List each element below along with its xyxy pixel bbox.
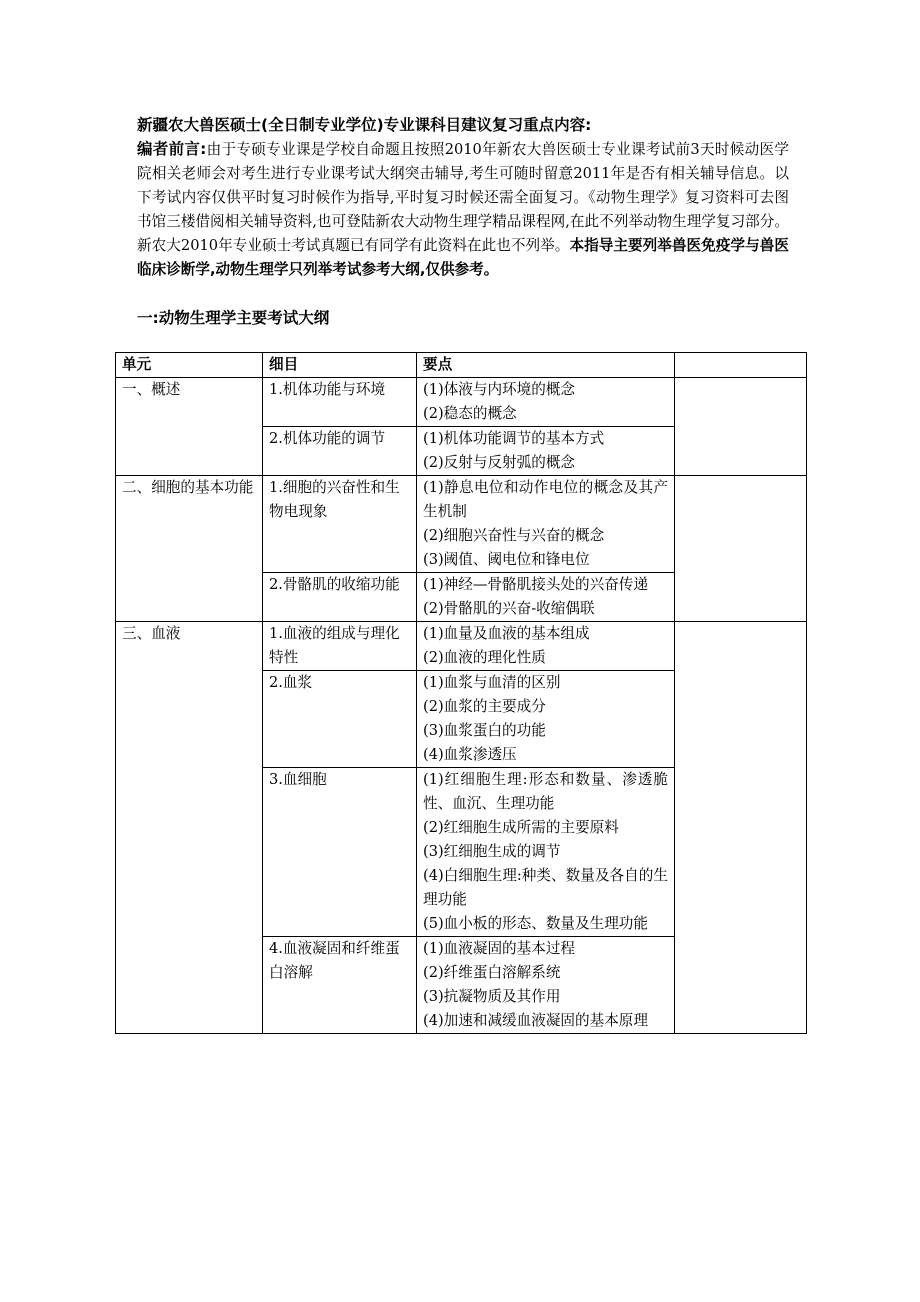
item-cell: 2.血浆 [263,671,417,768]
point-text: (2)细胞兴奋性与兴奋的概念 [423,527,605,544]
point-text: (1)静息电位和动作电位的概念及其产生机制 [423,479,668,520]
header-points: 要点 [417,353,675,378]
syllabus-table [115,352,807,1034]
unit-cell: 二、细胞的基本功能 [116,476,263,622]
intro-label: 编者前言 [137,140,201,158]
section-heading: 一:动物生理学主要考试大纲 [137,309,330,327]
points-cell [417,378,675,427]
unit-cell: 三、血液 [116,622,263,1034]
point-text: (1)神经—骨骼肌接头处的兴奋传递 [423,576,648,593]
header-extra [675,353,807,378]
point-text: (2)纤维蛋白溶解系统 [423,964,561,981]
point-text: (4)加速和减缓血液凝固的基本原理 [423,1012,648,1029]
points-cell [417,768,675,937]
intro-label-colon: : [200,140,207,158]
points-cell [417,622,675,671]
point-text: (2)骨骼肌的兴奋-收缩偶联 [423,600,595,617]
item-cell: 1.机体功能与环境 [263,378,417,427]
table-row [116,476,807,573]
point-text: (4)血浆渗透压 [423,746,517,763]
point-text: (5)血小板的形态、数量及生理功能 [423,915,648,932]
point-text: (2)血液的理化性质 [423,649,546,666]
points-cell [417,427,675,476]
table-row [116,622,807,671]
points-cell [417,937,675,1034]
intro-emphasis: 本指导主要列举兽医免疫学与兽医临床诊断学,动物生理学只列举考试参考大纲,仅供参考。 [137,237,789,278]
point-text: (2)血浆的主要成分 [423,698,546,715]
item-cell: 1.细胞的兴奋性和生物电现象 [263,476,417,573]
item-cell: 2.骨骼肌的收缩功能 [263,573,417,622]
point-text: (3)血浆蛋白的功能 [423,722,546,739]
item-cell: 3.血细胞 [263,768,417,937]
point-text: (1)机体功能调节的基本方式 [423,430,605,447]
header-item: 细目 [263,353,417,378]
point-text: (3)阈值、阈电位和锋电位 [423,551,590,568]
item-cell: 1.血液的组成与理化特性 [263,622,417,671]
table-header-row [116,353,807,378]
intro-paragraph [137,137,789,282]
points-cell [417,671,675,768]
point-text: (1)血量及血液的基本组成 [423,625,590,642]
table-row [116,378,807,427]
item-cell: 4.血液凝固和纤维蛋白溶解 [263,937,417,1034]
point-text: (2)稳态的概念 [423,405,517,422]
extra-cell [675,476,807,622]
point-text: (1)体液与内环境的概念 [423,381,576,398]
point-text: (2)红细胞生成所需的主要原料 [423,819,619,836]
extra-cell [675,622,807,1034]
point-text: (4)白细胞生理:种类、数量及各自的生理功能 [423,867,668,908]
header-unit: 单元 [116,353,263,378]
point-text: (2)反射与反射弧的概念 [423,454,576,471]
points-cell [417,573,675,622]
point-text: (1)红细胞生理:形态和数量、渗透脆性、血沉、生理功能 [423,771,668,812]
extra-cell [675,378,807,476]
point-text: (3)红细胞生成的调节 [423,843,561,860]
intro-text: 由于专硕专业课是学校自命题且按照2010年新农大兽医硕士专业课考试前3天时候动医学院相关老师会对考生进行专业课考试大纲突击辅导,考生可随时留意2011年是否有相关辅导信息。以下考试内容仅供平时复习时候作为指导,平时复习时候还需全面复习。《动物生理学》复习资料可去图书馆三楼借阅相关辅导资料,也可登陆新农大动物生理学精品课程网,在此不列举动物生理学复习部分。新农大2010年专业硕士考试真题已有同学有此资料在此也不列举。 [137,141,789,254]
item-cell: 2.机体功能的调节 [263,427,417,476]
point-text: (3)抗凝物质及其作用 [423,988,561,1005]
document-title: 新疆农大兽医硕士(全日制专业学位)专业课科目建议复习重点内容: [137,116,592,134]
point-text: (1)血浆与血清的区别 [423,674,561,691]
unit-cell: 一、概述 [116,378,263,476]
point-text: (1)血液凝固的基本过程 [423,940,576,957]
points-cell [417,476,675,573]
